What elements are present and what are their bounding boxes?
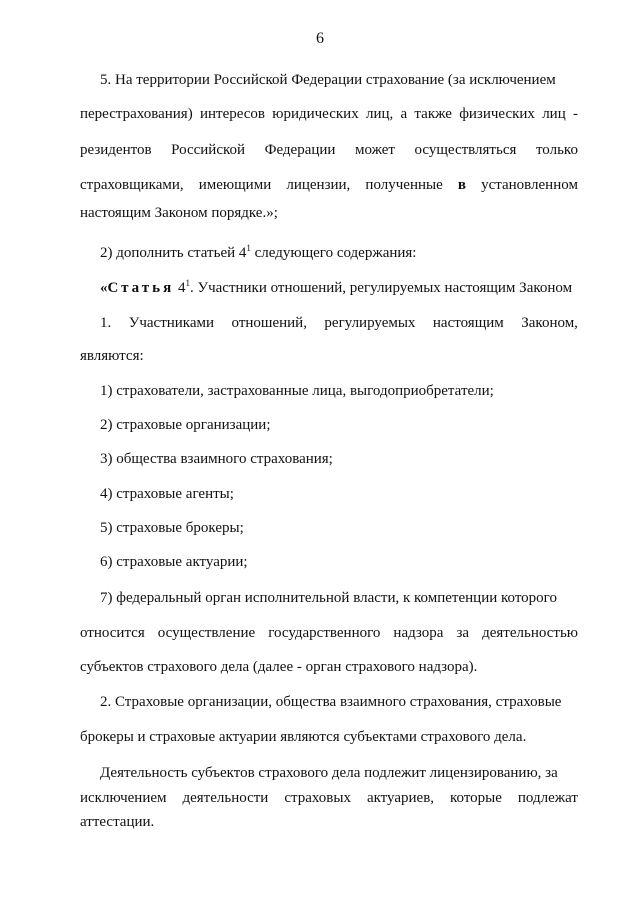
licensing-line-2 [80,788,578,808]
point-1-line-1 [100,313,578,333]
point-2-line-1: 2. Страховые организации, общества взаимного страхования, страховые [100,694,562,710]
article-heading [100,278,572,298]
word: юридических [272,106,359,122]
word: деятельности [182,790,269,806]
word: надзора [393,625,444,641]
article-word: Статья [107,280,175,296]
point-1-line-2: являются: [80,348,144,364]
word: за [456,625,470,641]
word: полученные [365,177,443,193]
word: осуществляться [414,142,517,158]
paragraph-5-line-3 [80,140,578,160]
word: деятельностью [482,625,578,641]
word: отношений, [231,315,307,331]
open-quote: « [100,280,108,296]
word: только [535,142,578,158]
list-item: 4) страховые агенты; [100,486,234,502]
word: исключением [80,790,167,806]
list-item: 3) общества взаимного страхования; [100,451,333,467]
word: регулируемых [324,315,416,331]
word: Федерации [264,142,336,158]
article-number: 4 [174,280,186,296]
list-item: 5) страховые брокеры; [100,520,244,536]
page-number: 6 [316,30,324,47]
word: лицензии, [286,177,351,193]
word: - [572,106,578,122]
word: Участниками [128,315,215,331]
word: лиц [542,106,566,122]
word: также [414,106,452,122]
word: подлежат [517,790,578,806]
item-2-line [100,243,416,263]
list-item: 2) страховые организации; [100,417,271,433]
item-7-line-1: 7) федеральный орган исполнительной власти, к компетенции которого [100,590,557,606]
word: имеющими [198,177,272,193]
word: может [354,142,395,158]
word: установленном [481,177,578,193]
word: актуариев, [366,790,435,806]
word: Российской [171,142,246,158]
article-title: . Участники отношений, регулируемых настоящим Законом [189,280,573,296]
word: перестрахования) [80,106,193,122]
word: которые [450,790,502,806]
superscript: 1 [185,278,190,288]
word: интересов [199,106,265,122]
item-2-text: 2) дополнить статьей 4 [100,245,247,261]
paragraph-5-line-1: 5. На территории Российской Федерации страхование (за исключением [100,72,556,88]
item-2-text-tail: следующего содержания: [250,245,417,261]
item-7-line-2 [80,623,578,643]
word: 1. [100,315,112,331]
paragraph-5-line-5: настоящим Законом порядке.»; [80,205,278,221]
word: а [400,106,408,122]
superscript: 1 [246,243,251,253]
paragraph-5-line-2 [80,104,578,124]
list-item: 6) страховые актуарии; [100,554,248,570]
licensing-line-3: аттестации. [80,814,155,830]
word: в [457,177,466,193]
word: Законом, [521,315,578,331]
list-item: 1) страхователи, застрахованные лица, выгодоприобретатели; [100,383,494,399]
word: страховщиками, [80,177,184,193]
licensing-line-1: Деятельность субъектов страхового дела подлежит лицензированию, за [100,765,558,781]
word: осуществление [157,625,256,641]
word: настоящим [432,315,504,331]
word: лиц, [365,106,394,122]
word: страховых [284,790,351,806]
paragraph-5-line-4 [80,175,578,195]
word: физических [459,106,535,122]
word: резидентов [80,142,152,158]
word: государственного [268,625,381,641]
word: относится [80,625,145,641]
point-2-line-2: брокеры и страховые актуарии являются субъектами страхового дела. [80,729,527,745]
item-7-line-3: субъектов страхового дела (далее - орган страхового надзора). [80,659,478,675]
